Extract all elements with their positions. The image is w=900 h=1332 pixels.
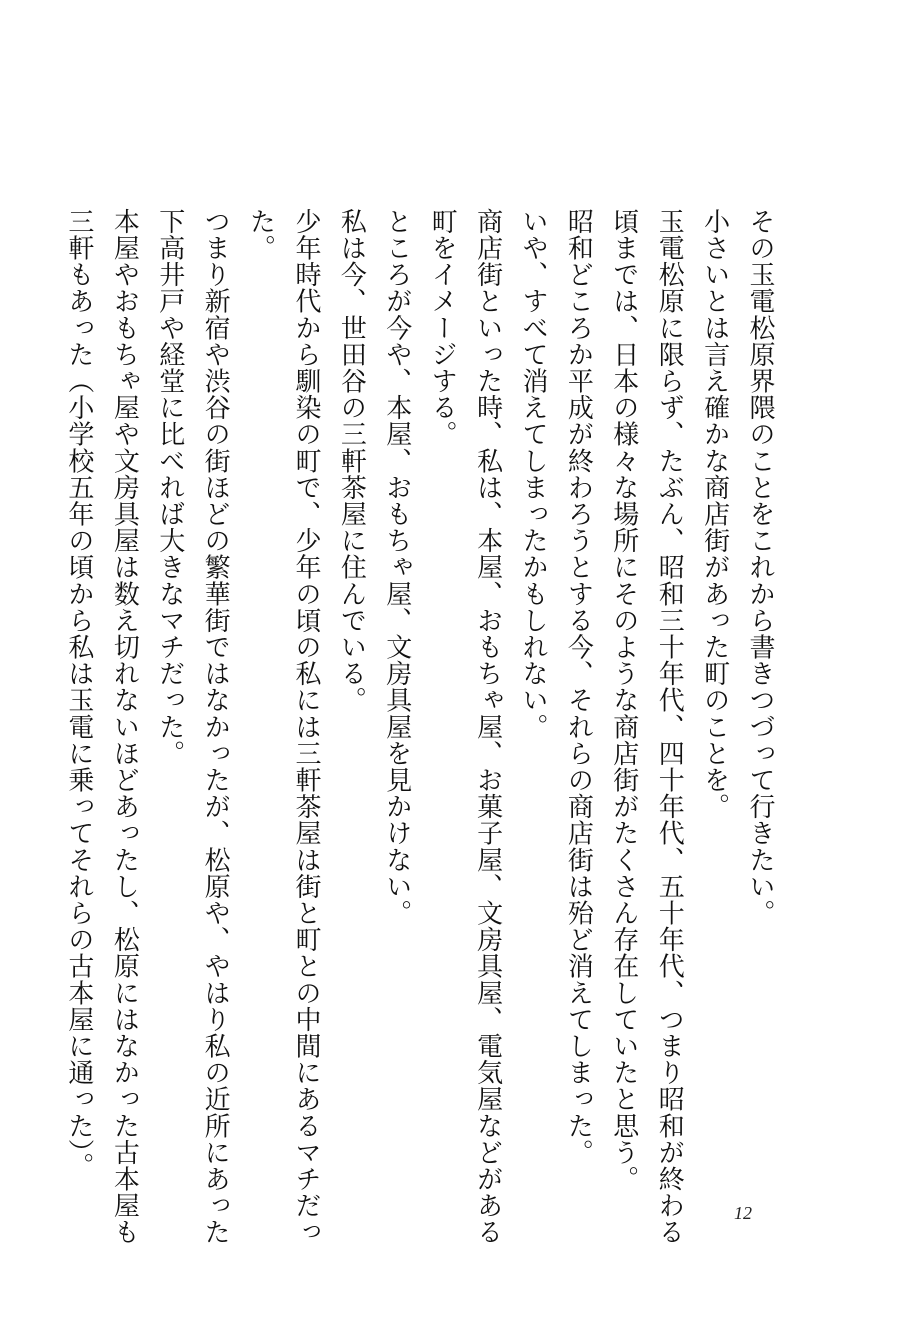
paragraph: 昭和どころか平成が終わろうとする今、それらの商店街は殆ど消えてしまった。 (563, 208, 594, 1166)
paragraph: 本屋やおもちゃ屋や文房具屋は数え切れないほどあったし、松原にはなかった古本屋も 三軒もあった（小学校五年の頃から私は玉電に乗ってそれらの古本屋に通った）。 (63, 208, 140, 1246)
paragraph: つまり新宿や渋谷の街ほどの繁華街ではなかったが、松原や、やはり私の近所にあった 下高井戸や経堂に比べれば大きなマチだった。 (154, 208, 231, 1246)
paragraph: いや、すべて消えてしまったかもしれない。 (517, 208, 548, 740)
paragraph: 私は今、世田谷の三軒茶屋に住んでいる。 (336, 208, 367, 714)
page-number: 12 (734, 1203, 752, 1223)
paragraph: 商店街といった時、私は、本屋、おもちゃ屋、お菓子屋、文房具屋、電気屋などがある 町をイメージする。 (427, 208, 503, 1246)
paragraph: 玉電松原に限らず、たぶん、昭和三十年代、四十年代、五十年代、つまり昭和が終わる 頃までは、日本の様々な場所にそのような商店街がたくさん存在していたと思う。 (608, 208, 685, 1246)
paragraph: その玉電松原界隈のことをこれから書きつづって行きたい。 (745, 208, 775, 927)
paragraph: 小さいとは言え確かな商店街があった町のことを。 (699, 208, 730, 820)
paragraph: 少年時代から馴染の町で、少年の頃の私には三軒茶屋は街と町との中間にあるマチだっ た。 (245, 208, 321, 1246)
paragraph: ところが今や、本屋、おもちゃ屋、文房具屋を見かけない。 (381, 208, 412, 927)
